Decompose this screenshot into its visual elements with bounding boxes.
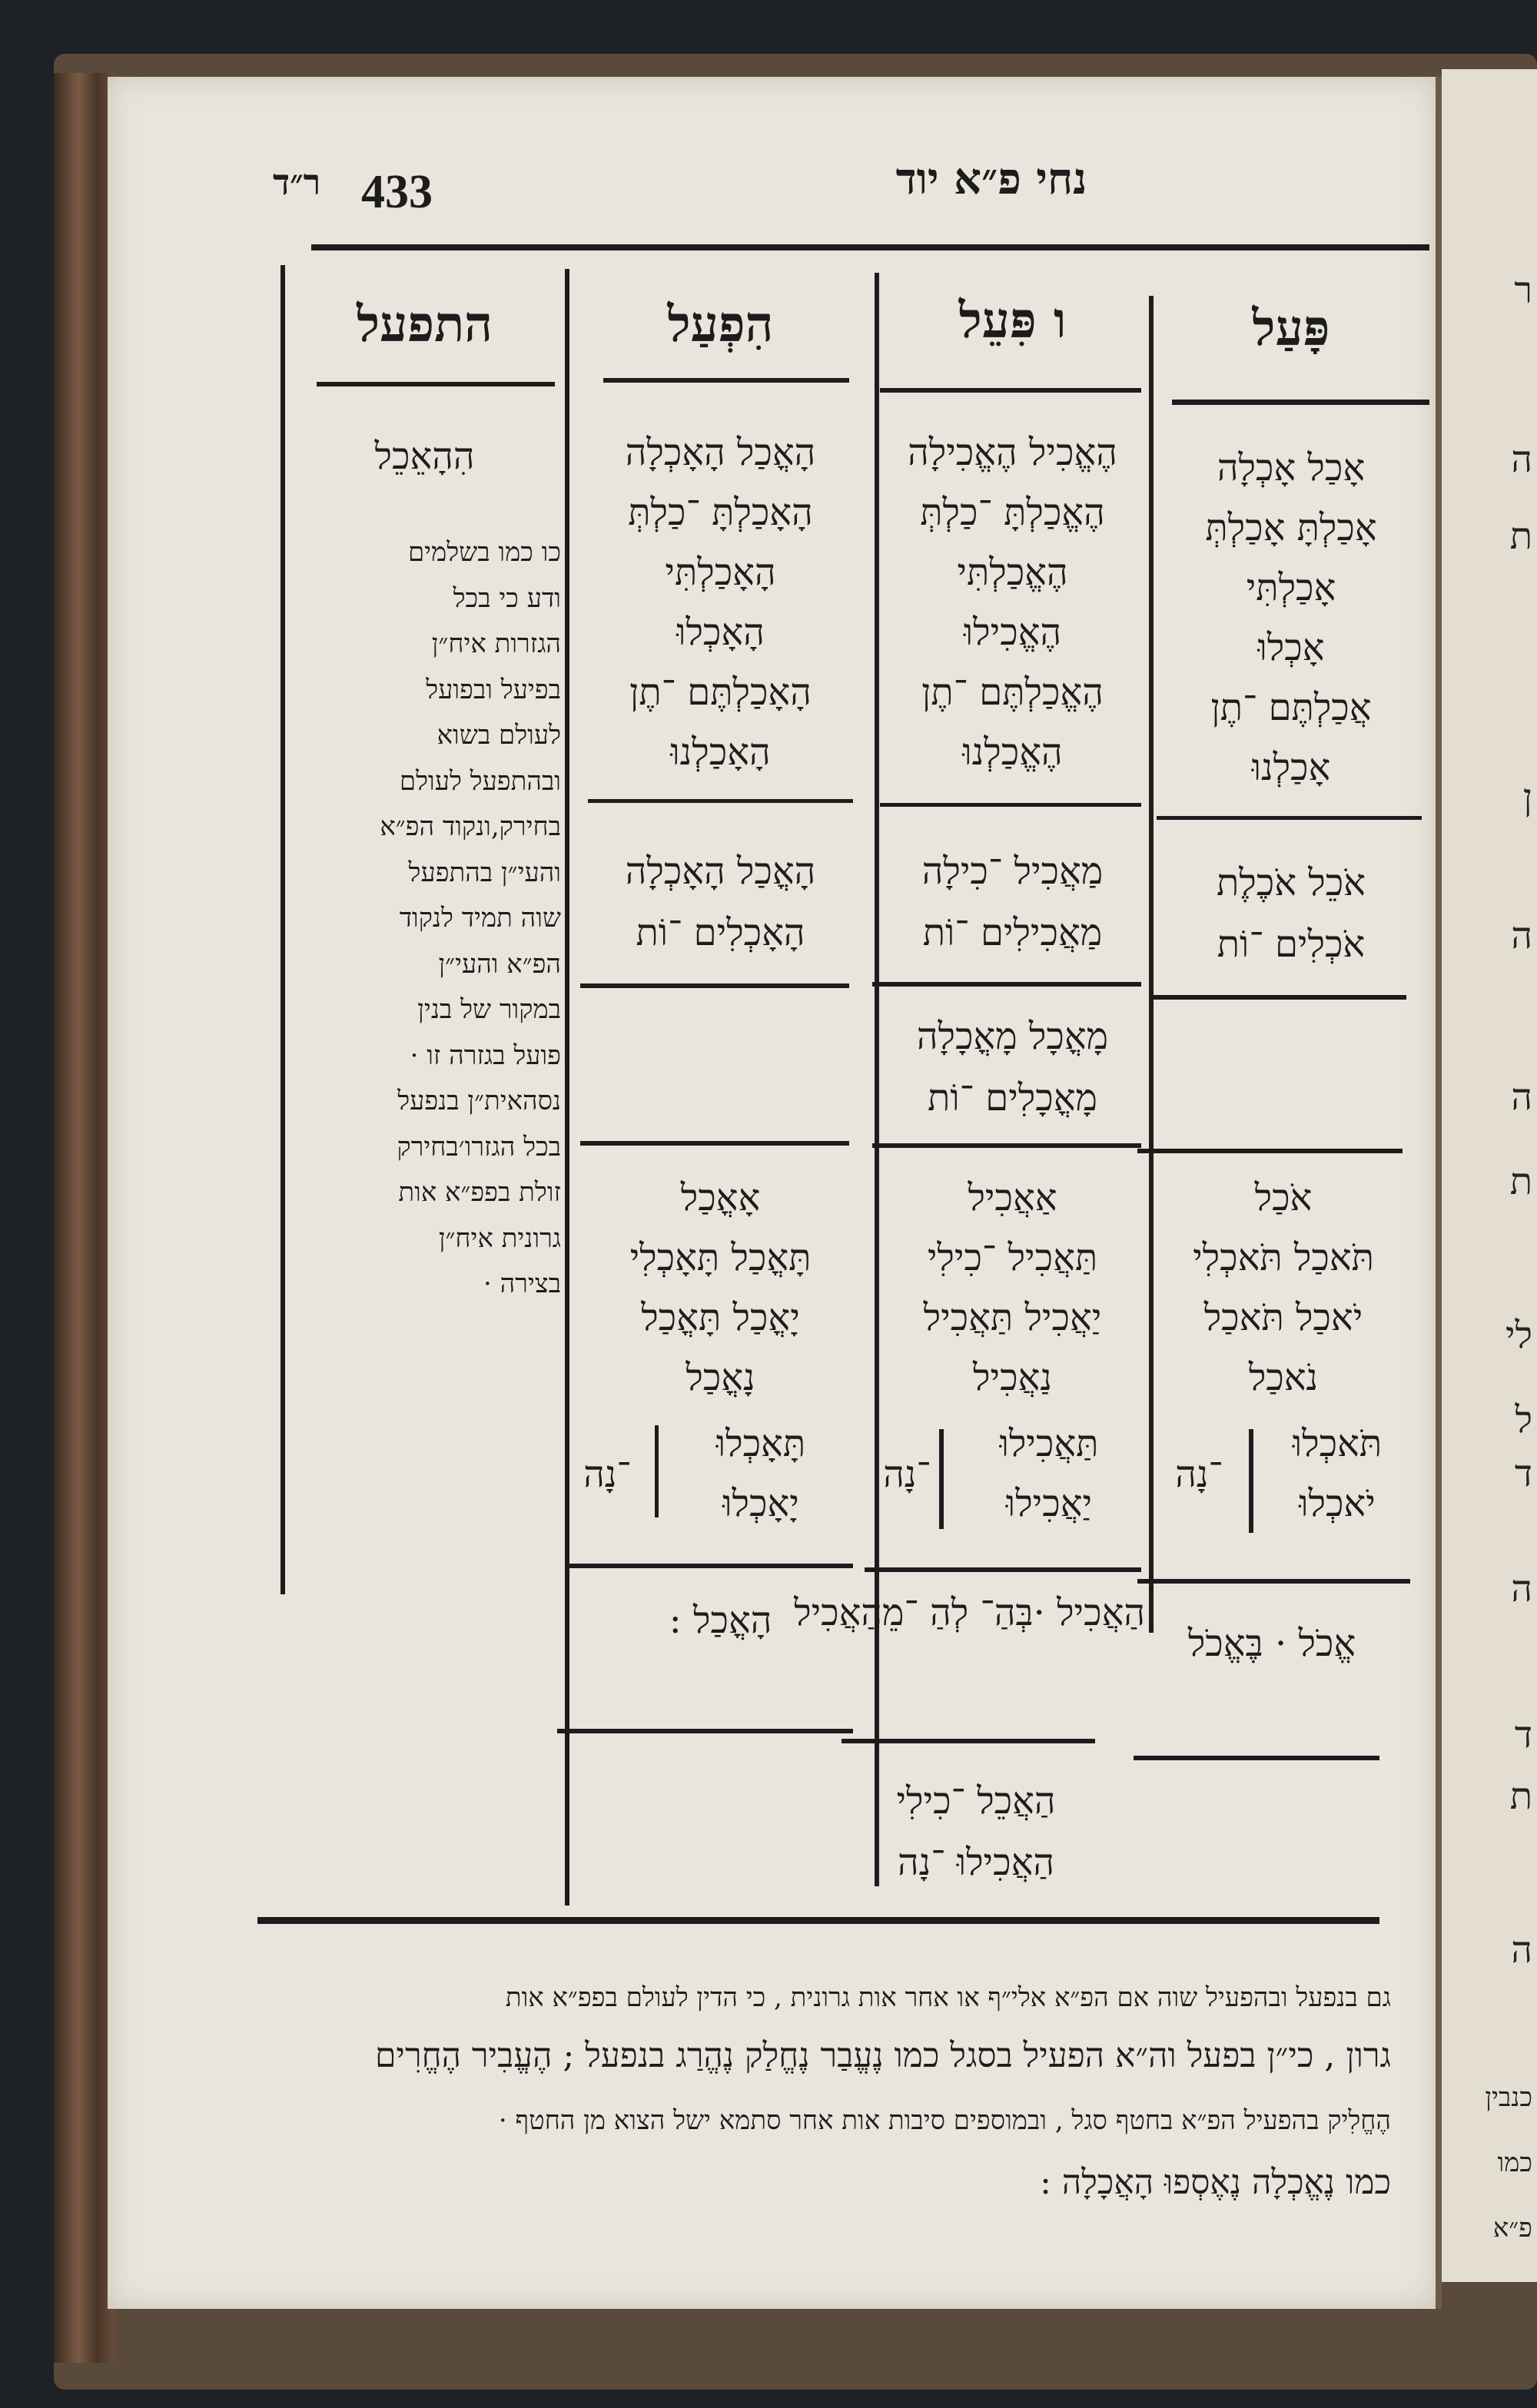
form-hofal-perfect: הָאָכַלְתֶּם ־תֶן — [629, 671, 812, 714]
section-rule — [588, 799, 853, 803]
form-hifil-imperfect: אַאֲכִיל — [968, 1176, 1057, 1219]
table-top-rule — [311, 244, 1429, 250]
facing-fragment: כמו — [1497, 2148, 1532, 2178]
form-hofal-participle: הָאָכְלִים ־וֹת — [636, 911, 805, 954]
form-hifil-perfect: הֶאֱכַלְתָּ ־כַלְתְּ — [920, 491, 1105, 534]
section-rule — [1137, 1149, 1403, 1153]
section-rule — [1157, 816, 1422, 820]
note-line: והעי״ן בהתפעל — [408, 857, 561, 888]
form-paal-perfect: אָכַל אָכְלָה — [1217, 446, 1366, 489]
heading-rule — [1172, 400, 1429, 405]
form-paal-imperfect: אֹכַל — [1254, 1176, 1313, 1219]
note-line: במקור של בנין — [417, 994, 561, 1025]
form-paal-infinitive: אֱכֹל · בֶּאֱכֹל — [1187, 1622, 1356, 1665]
footnote-line: הֶחֱלִיק בהפעיל הפ״א בחטף סגל , ובמוספים סיבות אות אחר סתמא ישל הצוא מן החטף · — [498, 2105, 1391, 2136]
facing-fragment: ת — [1509, 1160, 1532, 1203]
form-hofal-imperfect: יָאֳכַל תָּאֳכַל — [641, 1296, 800, 1339]
footnote-line: גם בנפעל ובהפעיל שוה אם הפ״א אלי״ף או אחר אות גרונית , כי הדין לעולם בפפ״א אות — [505, 1982, 1391, 2013]
facing-fragment: ת — [1509, 1775, 1532, 1818]
plural-divider — [655, 1425, 659, 1517]
section-rule — [1137, 1579, 1410, 1584]
note-line: גרונית איח״ן — [438, 1222, 561, 1254]
form-paal-perfect: אָכַלְתִּי — [1246, 566, 1336, 609]
book-spine — [54, 73, 115, 2363]
form-paal-perfect: אָכַלְתָּ אָכַלְתְּ — [1205, 506, 1377, 549]
note-line: כו כמו בשלמים — [407, 537, 561, 568]
form-hofal-perfect: הָאָכַלְתָּ ־כַלְתְּ — [628, 491, 813, 534]
form-hofal-perfect: הָאֳכַל הָאָכְלָה — [625, 431, 816, 474]
column-heading-hofal: הִפְעַל — [667, 296, 774, 353]
note-line: בפיעל ובפועל — [426, 674, 561, 705]
section-rule — [569, 1564, 853, 1568]
page-number: 433 — [361, 166, 433, 218]
note-line: בצירה · — [483, 1269, 561, 1299]
note-line: בכל הגזרו׳בחירק — [397, 1131, 561, 1163]
column-heading-paal: פָּעַל — [1252, 300, 1330, 357]
section-rule — [865, 1567, 1141, 1572]
form-hofal-imperfect: נָאֳכַל — [686, 1356, 755, 1399]
form-paal-imperfect-plural: יֹאכְלוּ — [1299, 1482, 1376, 1525]
note-line: ודע כי בכל — [453, 582, 561, 614]
form-hofal-imperfect-plural: תָּאָכְלוּ — [715, 1422, 806, 1465]
note-line: נסהאית״ן בנפעל — [397, 1086, 561, 1116]
form-hofal-imperfect: אָאֳכַל — [680, 1176, 761, 1219]
section-rule — [557, 1729, 853, 1733]
form-paal-imperfect: נֹאכַל — [1248, 1356, 1319, 1399]
form-hifil-perfect: הֶאֱכַלְנוּ — [962, 731, 1063, 774]
facing-fragment: ן — [1522, 776, 1532, 819]
form-hifil-imperfect: תַּאֲכִיל ־כִילִי — [927, 1236, 1098, 1279]
form-paal-imperfect: יֹאכַל תֹּאכַל — [1203, 1296, 1363, 1339]
form-paal-plural-suffix: ־נָה — [1175, 1453, 1223, 1496]
facing-fragment: ה — [1511, 914, 1532, 957]
form-hofal-perfect: הָאָכַלְתִּי — [665, 551, 776, 594]
form-paal-imperfect-plural: תֹּאכְלוּ — [1292, 1422, 1383, 1465]
form-hofal-imperfect-plural: יָאָכְלוּ — [722, 1482, 799, 1525]
facing-fragment: ת — [1509, 515, 1532, 558]
heading-rule — [603, 378, 849, 383]
running-header: נחי פ״א יוד — [895, 154, 1087, 204]
form-paal-perfect: אֲכַלְתֶּם ־תֶן — [1210, 686, 1372, 729]
form-paal-perfect: אָכַלְנוּ — [1251, 746, 1331, 789]
section-rule — [880, 803, 1141, 807]
note-line: שוה תמיד לנקוד — [399, 903, 561, 934]
note-line: זולת בפפ״א אות — [398, 1177, 561, 1208]
facing-fragment: ה — [1511, 1567, 1532, 1610]
form-hofal-infinitive: הָאֳכַל : — [669, 1599, 772, 1642]
footnote-line: כמו נֶאֱכְלָה נֶאֶסְפוּ הָאֲכָלָה : — [1040, 2163, 1391, 2202]
facing-fragment: פ״א — [1492, 2213, 1532, 2244]
note-line: ובהתפעל לעולם — [399, 765, 561, 797]
form-hifil-participle: מַאֲכִילִים ־וֹת — [922, 911, 1103, 954]
form-hifil-perfect: הֶאֱכַלְתֶּם ־תֶן — [921, 671, 1104, 714]
column-heading-hitpael: התפעל — [357, 296, 493, 353]
form-hifil-noun: מָאֳכָל מָאֳכָלָה — [916, 1015, 1109, 1058]
form-hifil-perfect: הֶאֱכִיל הֶאֱכִילָה — [908, 431, 1117, 474]
folio-marker: ר״ד — [273, 161, 321, 203]
facing-fragment: ה — [1511, 1929, 1532, 1972]
form-hitpael-perfect: הִהָאֵכֵל — [374, 435, 475, 478]
plural-divider — [939, 1429, 944, 1529]
form-hofal-participle: הָאֳכַל הָאָכְלָה — [625, 850, 816, 893]
form-hifil-imperfect-plural: תַּאֲכִילוּ — [999, 1422, 1099, 1465]
form-hifil-participle: מַאֲכִיל ־כִילָה — [921, 850, 1104, 893]
facing-fragment: לי — [1505, 1314, 1532, 1357]
section-rule — [872, 982, 1141, 987]
form-hofal-perfect: הָאָכַלְנוּ — [670, 731, 771, 774]
section-rule — [1149, 995, 1406, 1000]
note-line: הפ״א והעי״ן — [438, 948, 561, 980]
facing-fragment: ד — [1514, 1452, 1532, 1495]
facing-fragment: ל — [1515, 1398, 1532, 1441]
form-hifil-infinitive: הַאֲכִיל ·בְּהַ־ לְהַ ־מֵהַאֲכִיל — [794, 1591, 1145, 1634]
section-rule — [1134, 1756, 1379, 1760]
facing-fragment: ה — [1511, 438, 1532, 481]
section-rule — [580, 983, 849, 988]
form-hifil-perfect: הֶאֱכִילוּ — [963, 611, 1062, 654]
grammar-side-note — [275, 530, 561, 1308]
note-line: הגזרות איח״ן — [431, 629, 561, 659]
facing-fragment: ה — [1511, 1076, 1532, 1119]
section-rule — [580, 1141, 849, 1146]
note-line: פועל בגזרה זו · — [410, 1040, 561, 1071]
facing-fragment: ר — [1514, 269, 1532, 312]
facing-fragment: כנבין — [1485, 2082, 1532, 2113]
form-paal-participle: אֹכֵל אֹכֶלֶת — [1217, 861, 1366, 904]
form-paal-imperfect: תֹּאכַל תֹּאכְלִי — [1193, 1236, 1374, 1279]
footnote-line: גרון , כי״ן בפעל וה״א הפעיל בסגל כמו נֶעֱבַר נֶחֱלַק נֶהֱרַג בנפעל ; הֶעֱבִיר הֶחֱרִים — [374, 2036, 1391, 2075]
form-hifil-imperative: הַאֲכֵל ־כִילִי — [896, 1779, 1056, 1823]
column-divider — [875, 273, 879, 1886]
section-rule — [872, 1143, 1141, 1148]
column-divider — [565, 269, 569, 1906]
facing-page-edge — [1442, 69, 1537, 2282]
heading-rule — [880, 388, 1141, 393]
form-hofal-perfect: הָאָכְלוּ — [676, 611, 765, 654]
section-rule — [842, 1739, 1095, 1743]
form-hifil-noun: מָאֳכָלִים ־וֹת — [928, 1076, 1097, 1119]
form-paal-perfect: אָכְלוּ — [1257, 626, 1325, 669]
note-line: לעולם בשוא — [437, 720, 561, 751]
form-hofal-plural-suffix: ־נָה — [583, 1453, 631, 1496]
heading-rule — [317, 382, 555, 386]
page-edge — [1436, 77, 1442, 2309]
form-hofal-imperfect: תָּאֳכַל תָּאָכְלִי — [629, 1236, 812, 1279]
facing-fragment: ד — [1514, 1713, 1532, 1756]
note-line: בחירק,ונקוד הפ״א — [380, 811, 561, 842]
form-hifil-plural-suffix: ־נָה — [883, 1453, 931, 1496]
form-hifil-imperfect: יַאֲכִיל תַּאֲכִיל — [923, 1296, 1102, 1339]
column-heading-hifil: ו פִּעֵל — [958, 292, 1067, 350]
form-paal-participle: אֹכְלִים ־וֹת — [1217, 923, 1366, 966]
form-hifil-perfect: הֶאֱכַלְתִּי — [957, 551, 1068, 594]
table-bottom-rule — [257, 1917, 1379, 1924]
form-hifil-imperative: הַאֲכִילוּ ־נָה — [897, 1841, 1055, 1884]
form-hifil-imperfect: נַאֲכִיל — [973, 1356, 1052, 1399]
form-hifil-imperfect-plural: יַאֲכִילוּ — [1005, 1482, 1093, 1525]
plural-divider — [1249, 1429, 1253, 1533]
